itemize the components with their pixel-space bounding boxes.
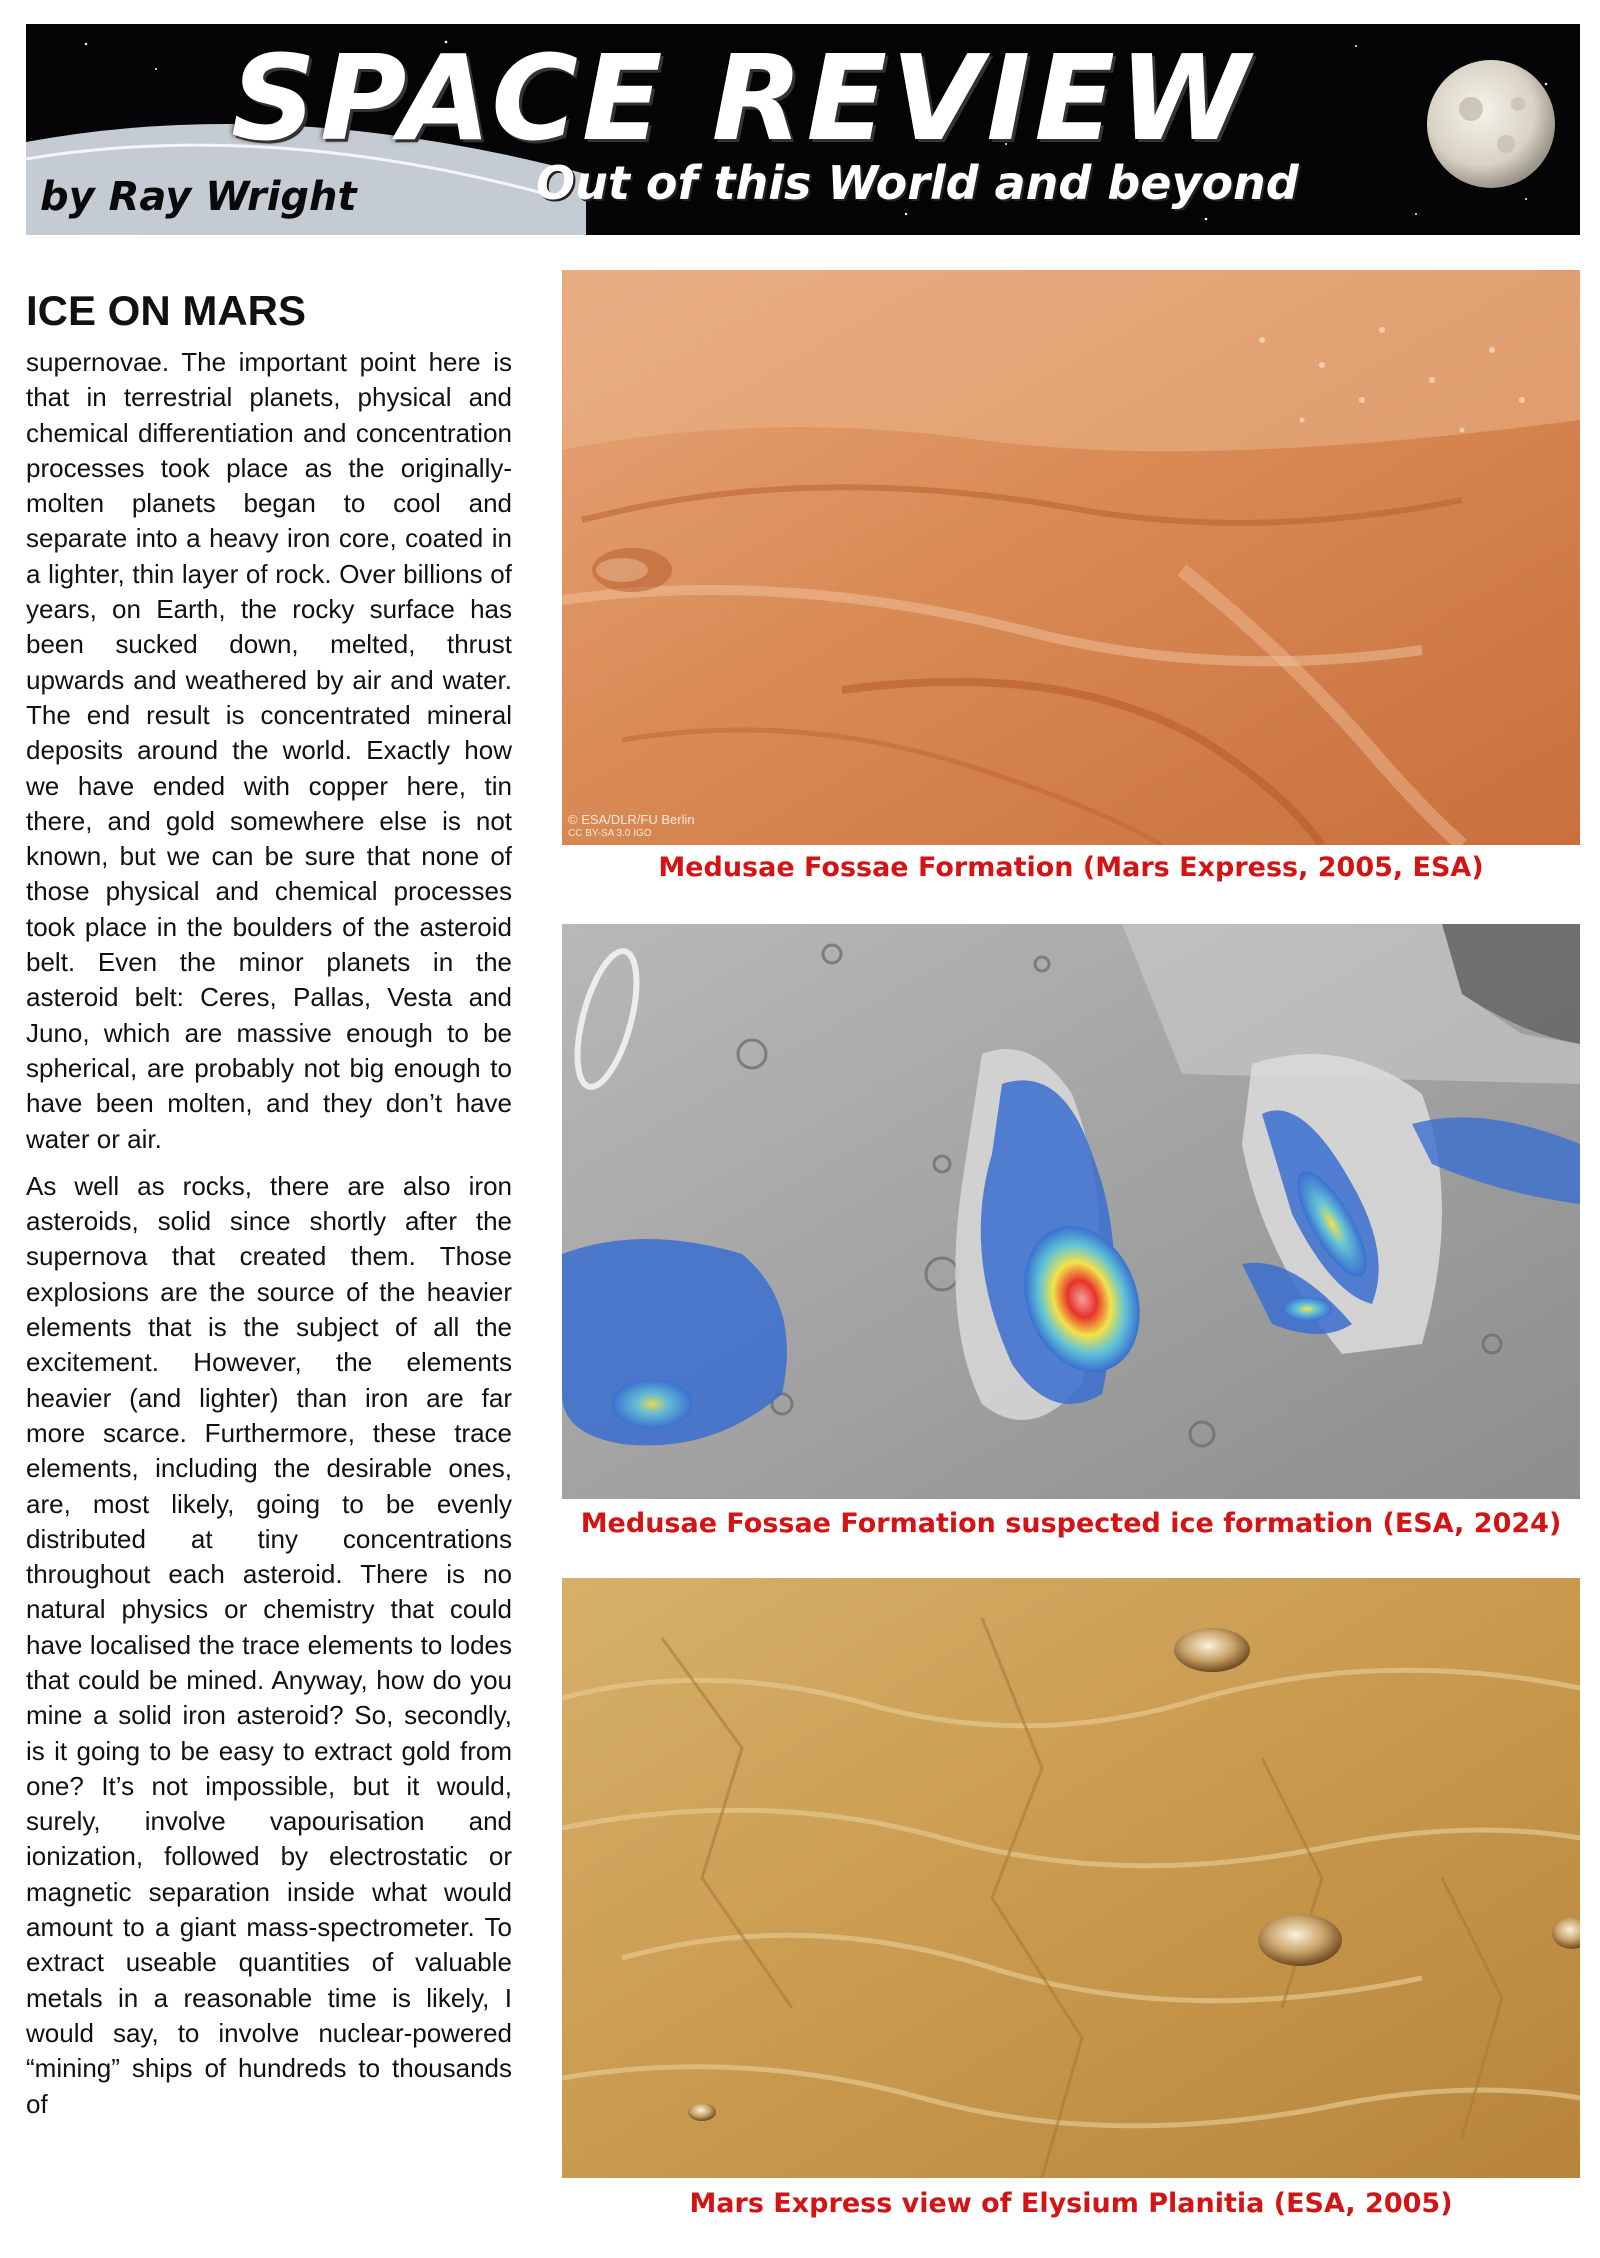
masthead-banner <box>26 24 1580 235</box>
image-credit-line-1: © ESA/DLR/FU Berlin <box>568 812 695 827</box>
crater-2 <box>1258 1914 1342 1966</box>
ice-formation-image <box>562 924 1580 1499</box>
image-credit-line-2: CC BY-SA 3.0 IGO <box>568 828 652 839</box>
figure-medusae-fossae-photo <box>562 270 1580 845</box>
figure-elysium-planitia-photo <box>562 1578 1580 2178</box>
masthead-byline: by Ray Wright <box>40 174 357 220</box>
article-heading: ICE ON MARS <box>26 287 307 334</box>
image-credit <box>568 813 695 841</box>
article-paragraph-1: supernovae. The important point here is that in terrestrial planets, physical and chemical differentiation and concentration processes took place as the originally-molten planets began to cool and separate into a heavy iron core, coated in a lighter, thin layer of rock. Over billions of years, on Earth, the rocky surface has been sucked down, melted, thrust upwards and weathered by air and water. The end result is concentrated mineral deposits around the world. Exactly how we have ended with copper here, tin there, and gold somewhere else is not known, but we can be sure that none of those physical and chemical processes took place in the boulders of the asteroid belt. Even the minor planets in the asteroid belt: Ceres, Pallas, Vesta and Juno, which are massive enough to be spherical, are probably not big enough to have been molten, and they don’t have water or air. <box>26 347 512 1154</box>
masthead-title: SPACE REVIEW <box>231 29 1254 167</box>
figure-caption-1: Medusae Fossae Formation (Mars Express, 2005, ESA) <box>658 852 1484 883</box>
crater-1 <box>1174 1628 1250 1672</box>
crater-4 <box>688 2103 716 2121</box>
article-paragraph-2: As well as rocks, there are also iron asteroids, solid since shortly after the supernova that created them. Those explosions are the source of the heavier elements that is the subject of all the excitement. However, the elements heavier (and lighter) than iron are far more scarce. Furthermore, these trace elements, including the desirable ones, are, most likely, going to be evenly distributed at tiny concentrations throughout each asteroid. There is no natural physics or chemistry that could have localised the trace elements to lodes that could be mined. Anyway, how do you mine a solid iron asteroid? So, secondly, is it going to be easy to extract gold from one? It’s not impossible, but it would, surely, involve vapourisation and ionization, followed by electrostatic or magnetic separation inside what would amount to a giant mass-spectrometer. To extract useable quantities of valuable metals in a reasonable time is likely, I would say, to involve nuclear-powered “mining” ships of hundreds to thousands of <box>26 1170 512 2119</box>
moon-icon <box>1427 60 1555 188</box>
figure-caption-2: Medusae Fossae Formation suspected ice formation (ESA, 2024) <box>580 1508 1562 1539</box>
figure-ice-map <box>562 924 1580 1499</box>
elysium-planitia-image <box>562 1578 1580 2178</box>
article-column <box>26 285 512 2122</box>
figure-caption-3: Mars Express view of Elysium Planitia (ESA, 2005) <box>689 2188 1453 2219</box>
medusae-fossae-image <box>562 270 1580 845</box>
masthead-tagline: Out of this World and beyond <box>536 156 1299 210</box>
